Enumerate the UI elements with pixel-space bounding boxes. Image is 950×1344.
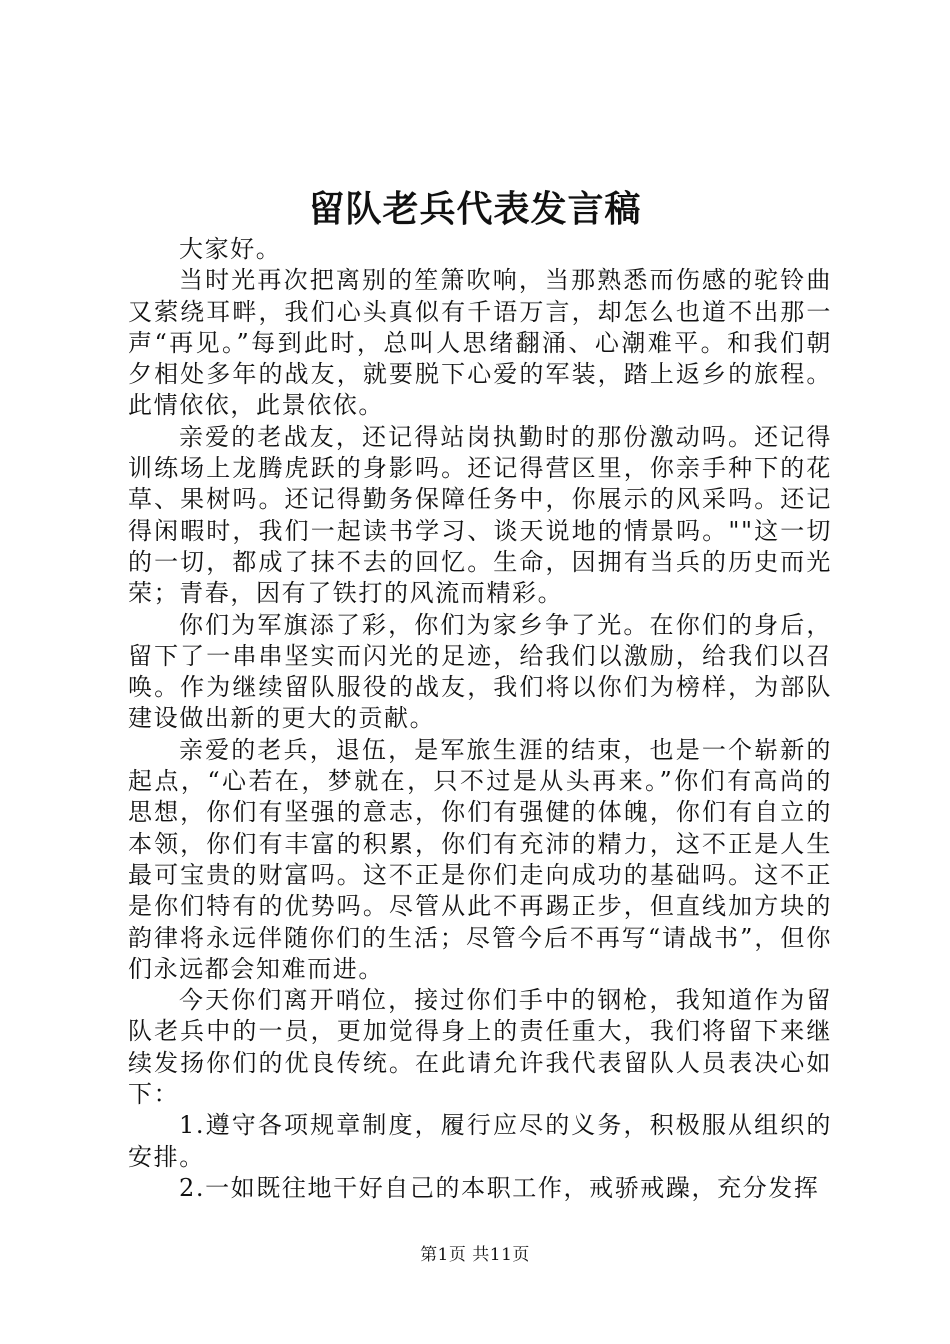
paragraph-greeting: 大家好。 (179, 235, 282, 263)
page-footer: 第1页 共11页 (420, 1245, 530, 1265)
paragraph: 你们为军旗添了彩，你们为家乡争了光。在你们的身后，留下了一串串坚实而闪光的足迹，给我们以激励，给我们以召唤。作为继续留队服役的战友，我们将以你们为榜样，为部队建设做出新的更大的贡献。 (128, 610, 832, 733)
paragraph: 今天你们离开哨位，接过你们手中的钢枪，我知道作为留队老兵中的一员，更加觉得身上的责任重大，我们将留下来继续发扬你们的优良传统。在此请允许我代表留队人员表决心如下： (128, 986, 832, 1109)
document-body (128, 234, 832, 1204)
list-item: 1.遵守各项规章制度，履行应尽的义务，积极服从组织的安排。 (128, 1111, 832, 1171)
paragraph: 亲爱的老战友，还记得站岗执勤时的那份激动吗。还记得训练场上龙腾虎跃的身影吗。还记得营区里，你亲手种下的花草、果树吗。还记得勤务保障任务中，你展示的风采吗。还记得闲暇时，我们一起读书学习、谈天说地的情景吗。""这一切的一切，都成了抹不去的回忆。生命，因拥有当兵的历史而光荣；青春，因有了铁打的风流而精彩。 (128, 422, 832, 608)
paragraph: 当时光再次把离别的笙箫吹响，当那熟悉而伤感的驼铃曲又萦绕耳畔，我们心头真似有千语万言，却怎么也道不出那一声“再见。”每到此时，总叫人思绪翻涌、心潮难平。和我们朝夕相处多年的战友，就要脱下心爱的军装，踏上返乡的旅程。此情依依，此景依依。 (128, 266, 832, 420)
document-title: 留队老兵代表发言稿 (308, 188, 642, 230)
list-item: 2.一如既往地干好自己的本职工作，戒骄戒躁，充分发挥 (179, 1173, 820, 1202)
paragraph: 亲爱的老兵，退伍，是军旅生涯的结束，也是一个崭新的起点，“心若在，梦就在，只不过是从头再来。”你们有高尚的思想，你们有坚强的意志，你们有强健的体魄，你们有自立的本领，你们有丰富的积累，你们有充沛的精力，这不正是人生最可宝贵的财富吗。这不正是你们走向成功的基础吗。这不正是你们特有的优势吗。尽管从此不再踢正步，但直线加方块的韵律将永远伴随你们的生活；尽管今后不再写“请战书”，但你们永远都会知难而进。 (128, 735, 832, 983)
